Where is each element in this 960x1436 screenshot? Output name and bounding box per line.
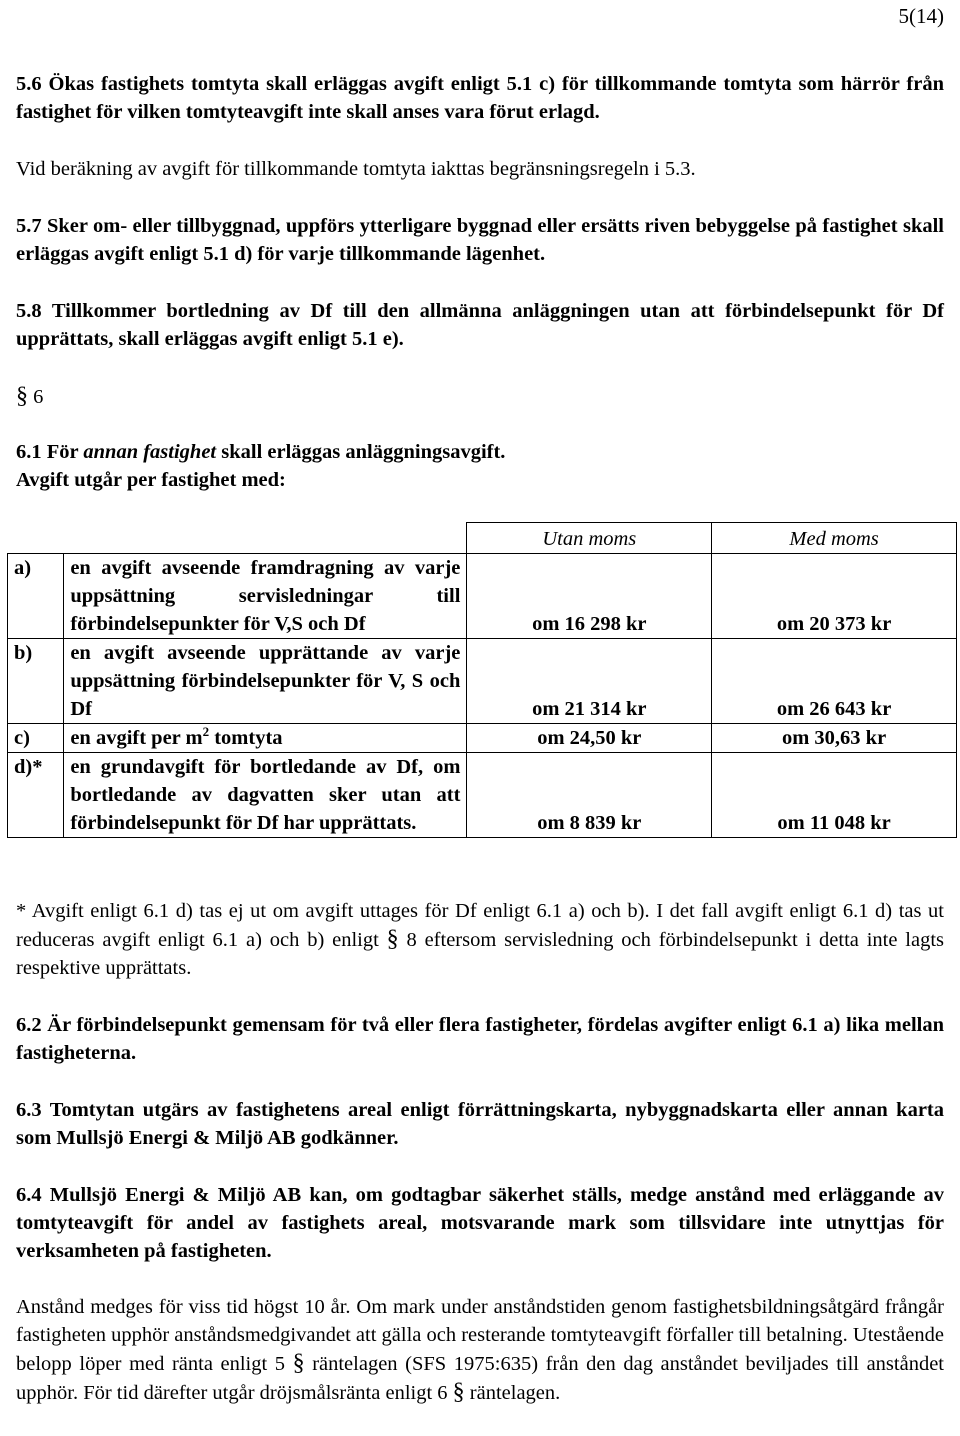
row-letter: d)*	[8, 753, 64, 838]
header-without-vat: Utan moms	[467, 523, 712, 554]
page-number: 5(14)	[898, 4, 944, 28]
row-letter: b)	[8, 639, 64, 724]
row-price-with-vat: om 20 373 kr	[712, 554, 957, 639]
section-symbol: §	[452, 1379, 465, 1405]
fee-table	[7, 522, 957, 838]
table-row	[8, 724, 957, 753]
section-6-1-italic: annan fastighet	[83, 441, 217, 463]
row-letter: a)	[8, 554, 64, 639]
section-symbol: §	[386, 926, 399, 952]
section-6-1-prefix: 6.1 För	[16, 441, 84, 463]
row-price-with-vat: om 26 643 kr	[712, 639, 957, 724]
section-6-1-suffix: skall erläggas anläggningsavgift.	[216, 441, 506, 463]
row-description: en avgift avseende framdragning av varje uppsättning servisledningar till förbindelsepunkter för V,S och Df	[64, 554, 467, 639]
table-row	[8, 554, 957, 639]
section-6-4: 6.4 Mullsjö Energi & Miljö AB kan, om godtagbar säkerhet ställs, medge anstånd med erläggande av tomtyteavgift för andel av fastighets areal, motsvarande mark som tillsvidare inte utnyttjas för verksamheten på fastigheten.	[16, 1184, 944, 1262]
section-number: 6	[33, 386, 44, 408]
row-price-without-vat: om 21 314 kr	[467, 639, 712, 724]
row-price-without-vat: om 8 839 kr	[467, 753, 712, 838]
table-row	[8, 753, 957, 838]
section-symbol: §	[292, 1350, 305, 1376]
section-5-6-note: Vid beräkning av avgift för tillkommande tomtyta iakttas begränsningsregeln i 5.3.	[16, 158, 696, 180]
section-6-2: 6.2 Är förbindelsepunkt gemensam för två eller flera fastigheter, fördelas avgifter enligt 6.1 a) lika mellan fastigheterna.	[16, 1014, 944, 1064]
row-price-without-vat: om 16 298 kr	[467, 554, 712, 639]
section-5-7: 5.7 Sker om- eller tillbyggnad, uppförs ytterligare byggnad eller ersätts riven bebyggelse på fastighet skall erläggas avgift enligt 5.1 d) för varje tillkommande lägenhet.	[16, 215, 944, 265]
section-6-3: 6.3 Tomtytan utgärs av fastighetens areal enligt förrättningskarta, nybyggnadskarta eller annan karta som Mullsjö Energi & Miljö AB godkänner.	[16, 1099, 944, 1149]
row-description: en avgift per $m^2$ tomtyta	[64, 724, 467, 753]
section-5-8: 5.8 Tillkommer bortledning av Df till den allmänna anläggningen utan att förbindelsepunkt för Df upprättats, skall erläggas avgift enligt 5.1 e).	[16, 300, 944, 350]
row-price-without-vat: om 24,50 kr	[467, 724, 712, 753]
section-5-6: 5.6 Ökas fastighets tomtyta skall erläggas avgift enligt 5.1 c) för tillkommande tomtyta som härrör från fastighet för vilken tomtyteavgift inte skall anses vara förut erlagd.	[16, 73, 944, 123]
section-heading-6	[16, 382, 43, 411]
footnote: * Avgift enligt 6.1 d) tas ej ut om avgift uttages för Df enligt 6.1 a) och b). I det fall avgift enligt 6.1 d) tas ut reduceras avgift enligt 6.1 a) och b) enligt § 8 eftersom servisledning och förbindelsepunkt i detta inte lagts respektive upprättats.	[16, 900, 944, 979]
table-header-row	[8, 523, 957, 554]
section-6-1	[16, 438, 944, 494]
row-description: en avgift avseende upprättande av varje uppsättning förbindelsepunkter för V, S och Df	[64, 639, 467, 724]
row-price-with-vat: om 11 048 kr	[712, 753, 957, 838]
row-description: en grundavgift för bortledande av Df, om bortledande av dagvatten sker utan att förbindelsepunkt för Df har upprättats.	[64, 753, 467, 838]
row-letter: c)	[8, 724, 64, 753]
section-symbol: §	[16, 383, 28, 409]
final-paragraph: Anstånd medges för viss tid högst 10 år. Om mark under anståndstiden genom fastighetsbildningsåtgärd frångår fastigheten upphör anståndsmedgivandet att gälla och resterande tomtyteavgift förfaller till betalning. Utestående belopp löper med ränta enligt 5 § räntelagen (SFS 1975:635) från den dag anståndet beviljades till anståndet upphör. För tid därefter utgår dröjsmålsränta enligt 6 § räntelagen.	[16, 1296, 944, 1405]
header-with-vat: Med moms	[712, 523, 957, 554]
table-row	[8, 639, 957, 724]
row-price-with-vat: om 30,63 kr	[712, 724, 957, 753]
section-6-1-line2: Avgift utgår per fastighet med:	[16, 469, 286, 491]
